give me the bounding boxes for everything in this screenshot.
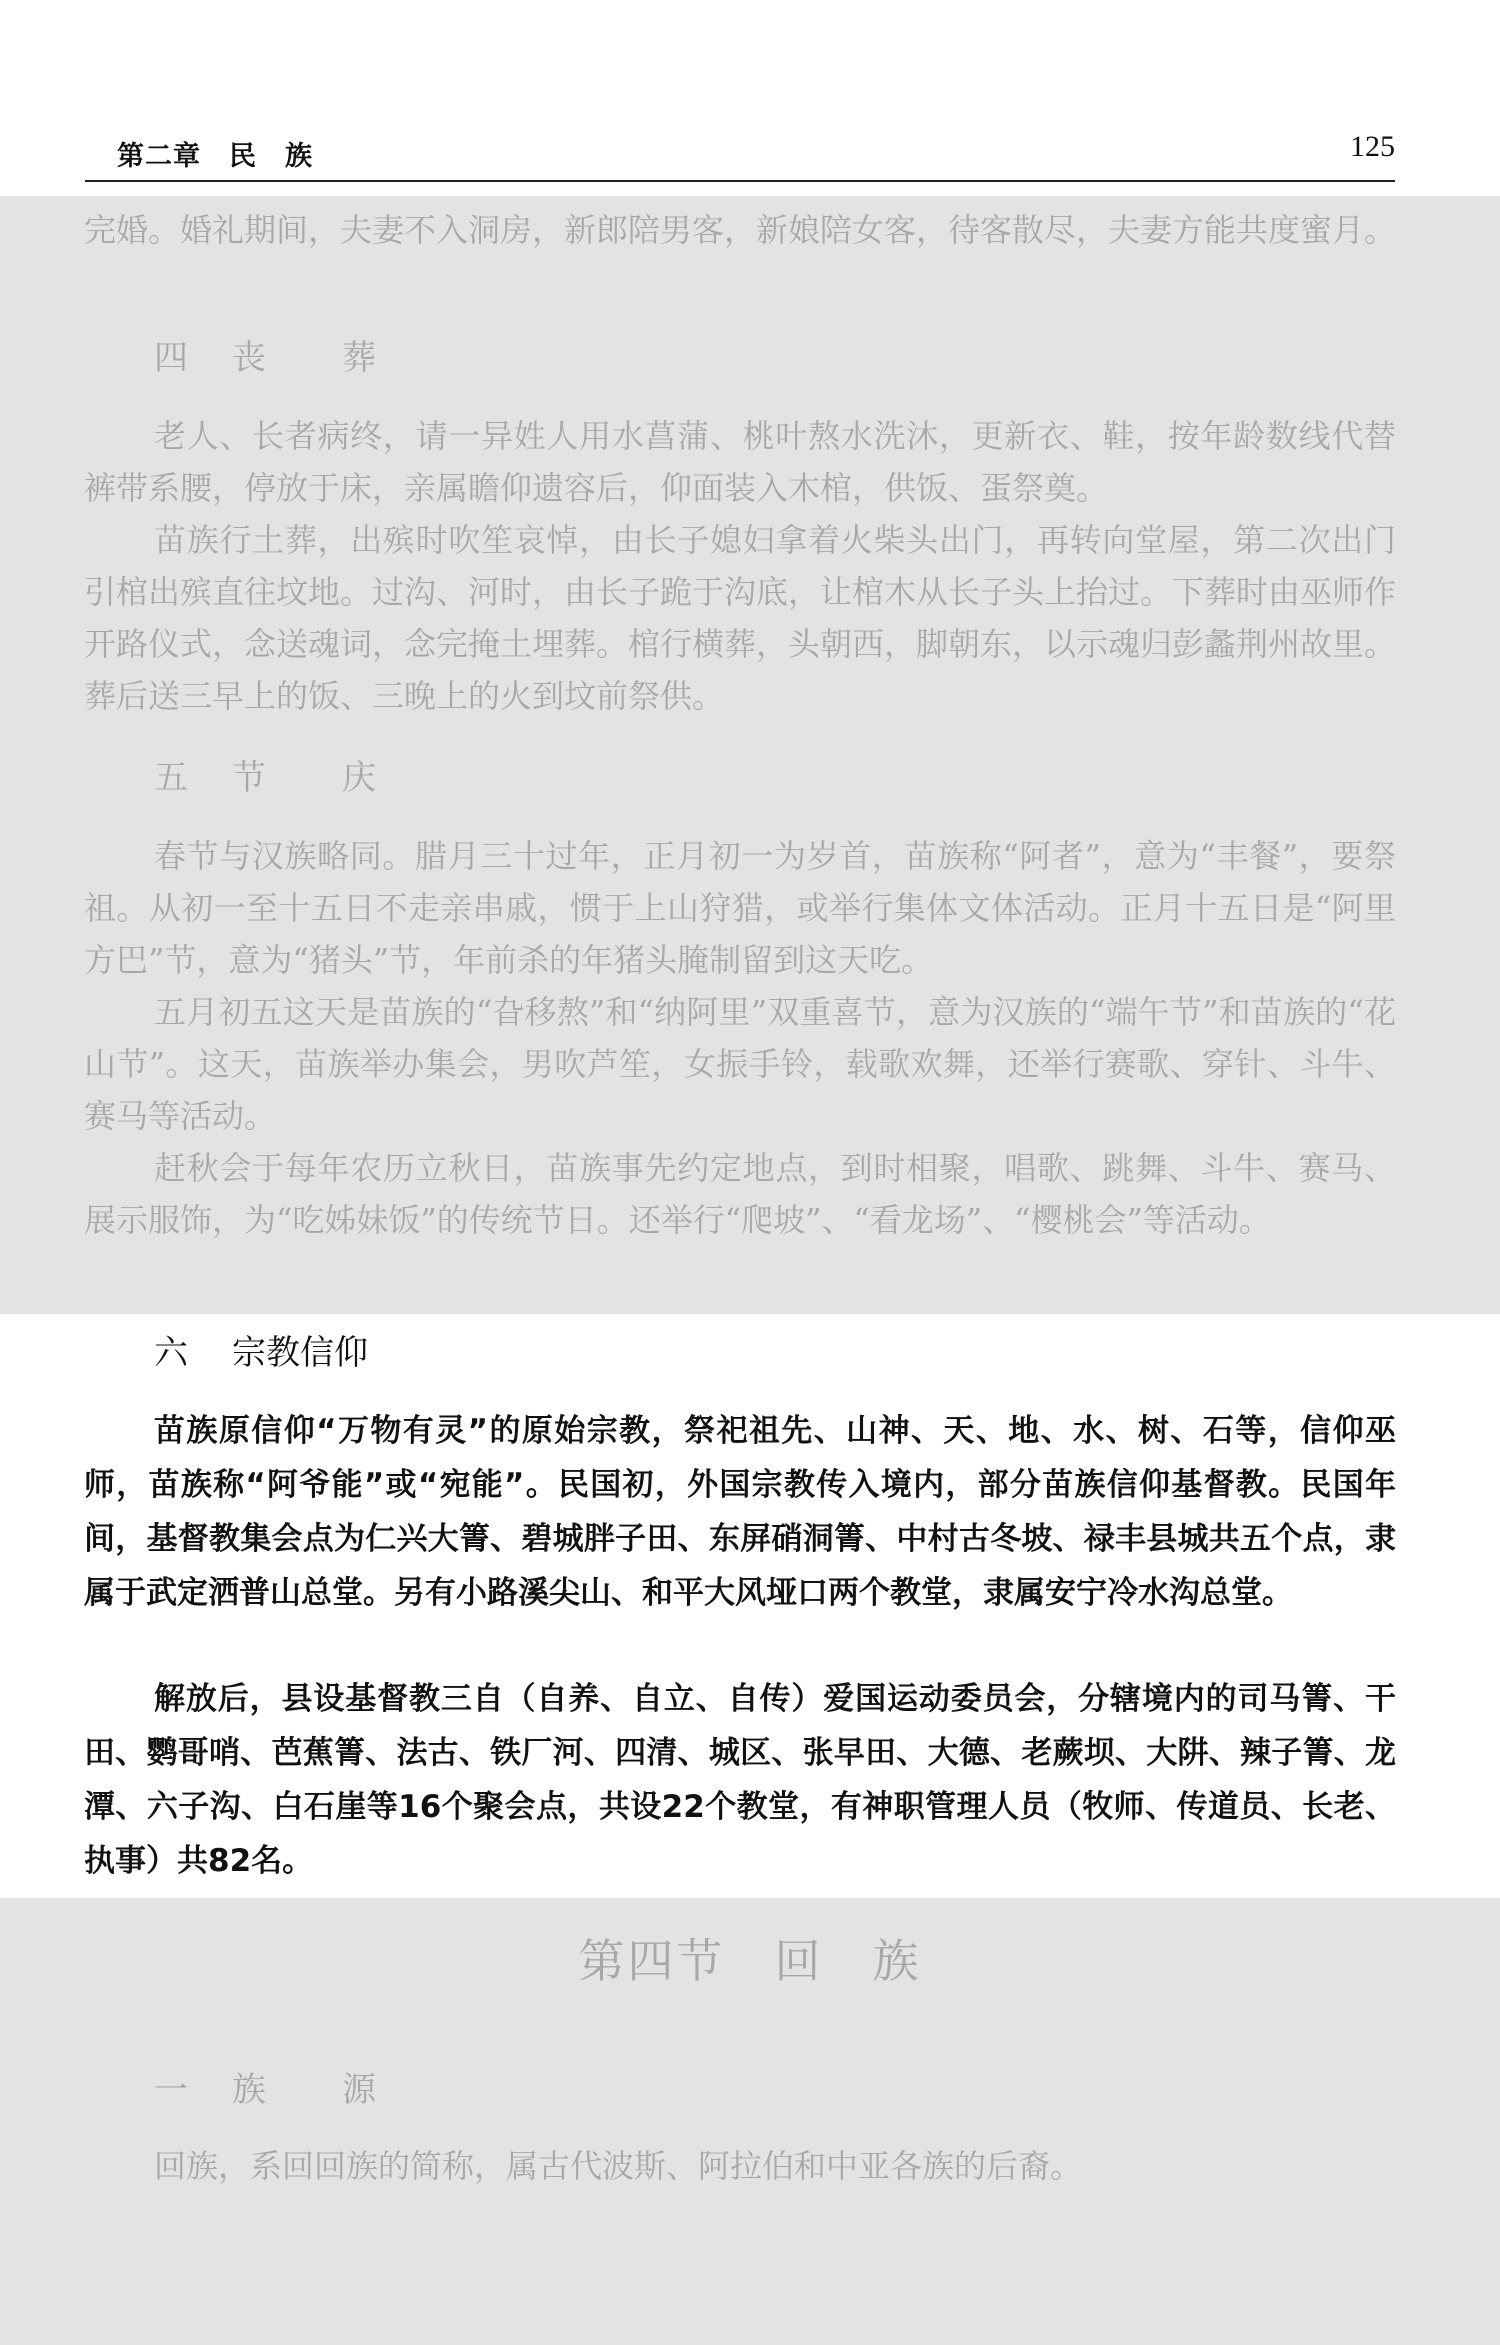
page-number: 125 [1350, 130, 1395, 163]
religion-paragraph-2: 解放后，县设基督教三自（自养、自立、自传）爱国运动委员会，分辖境内的司马箐、干田、鹦哥哨、芭蕉箐、法古、铁厂河、四清、城区、张早田、大德、老蕨坝、大阱、辣子箐、龙潭、六子沟、白石崖等16个聚会点，共设22个教堂，有神职管理人员（牧师、传道员、长老、执事）共82名。 [84, 1681, 1396, 1879]
funeral-heading-char-2: 葬 [342, 338, 376, 378]
funeral-paragraph-1: 老人、长者病终，请一异姓人用水菖蒲、桃叶熬水洗沐，更新衣、鞋，按年龄数线代替裤带系腰，停放于床，亲属瞻仰遗容后，仰面装入木棺，供饭、蛋祭奠。 [84, 417, 1396, 507]
origin-paragraph: 回族，系回回族的简称，属古代波斯、阿拉伯和中亚各族的后裔。 [154, 2147, 1083, 2185]
continuation-paragraph: 完婚。婚礼期间，夫妻不入洞房，新郎陪男客，新娘陪女客，待客散尽，夫妻方能共度蜜月。 [84, 211, 1397, 249]
festival-heading-number: 五 [154, 758, 188, 798]
festival-paragraph-3: 赶秋会于每年农历立秋日，苗族事先约定地点，到时相聚，唱歌、跳舞、斗牛、赛马、展示服饰，为“吃姊妹饭”的传统节日。还举行“爬坡”、“看龙场”、“樱桃会”等活动。 [84, 1149, 1396, 1239]
festival-heading [154, 750, 376, 799]
funeral-heading [154, 330, 376, 379]
origin-heading-char-1: 族 [232, 2070, 266, 2110]
funeral-heading-char-1: 丧 [232, 338, 266, 378]
origin-heading-char-2: 源 [342, 2070, 376, 2110]
festival-paragraph-1: 春节与汉族略同。腊月三十过年，正月初一为岁首，苗族称“阿者”，意为“丰餐”，要祭祖。从初一至十五日不走亲串戚，惯于上山狩猎，或举行集体文体活动。正月十五日是“阿里方巴”节，意为“猪头”节，年前杀的年猪头腌制留到这天吃。 [84, 837, 1396, 979]
religion-paragraph-1: 苗族原信仰“万物有灵”的原始宗教，祭祀祖先、山神、天、地、水、树、石等，信仰巫师，苗族称“阿爷能”或“宛能”。民国初，外国宗教传入境内，部分苗族信仰基督教。民国年间，基督教集会点为仁兴大箐、碧城胖子田、东屏硝洞箐、中村古冬坡、禄丰县城共五个点，隶属于武定洒普山总堂。另有小路溪尖山、和平大风垭口两个教堂，隶属安宁冷水沟总堂。 [84, 1413, 1396, 1611]
section-title: 第四节 回 族 [578, 1934, 922, 1988]
religion-heading-title: 宗教信仰 [232, 1333, 368, 1373]
festival-heading-char-1: 节 [232, 758, 266, 798]
festival-paragraph-2: 五月初五这天是苗族的“旮移熬”和“纳阿里”双重喜节，意为汉族的“端午节”和苗族的“花山节”。这天，苗族举办集会，男吹芦笙，女振手铃，载歌欢舞，还举行赛歌、穿针、斗牛、赛马等活动。 [84, 993, 1396, 1135]
religion-heading [154, 1325, 368, 1374]
religion-heading-number: 六 [154, 1333, 188, 1373]
funeral-heading-number: 四 [154, 338, 188, 378]
running-title: 第二章 民 族 [117, 141, 313, 172]
festival-heading-char-2: 庆 [342, 758, 376, 798]
origin-heading [154, 2062, 376, 2111]
running-header [85, 130, 1395, 182]
funeral-paragraph-2: 苗族行土葬，出殡时吹笙哀悼，由长子媳妇拿着火柴头出门，再转向堂屋，第二次出门引棺出殡直往坟地。过沟、河时，由长子跪于沟底，让棺木从长子头上抬过。下葬时由巫师作开路仪式，念送魂词，念完掩土埋葬。棺行横葬，头朝西，脚朝东，以示魂归彭蠡荆州故里。葬后送三早上的饭、三晚上的火到坟前祭供。 [84, 521, 1397, 715]
origin-heading-number: 一 [154, 2070, 188, 2110]
